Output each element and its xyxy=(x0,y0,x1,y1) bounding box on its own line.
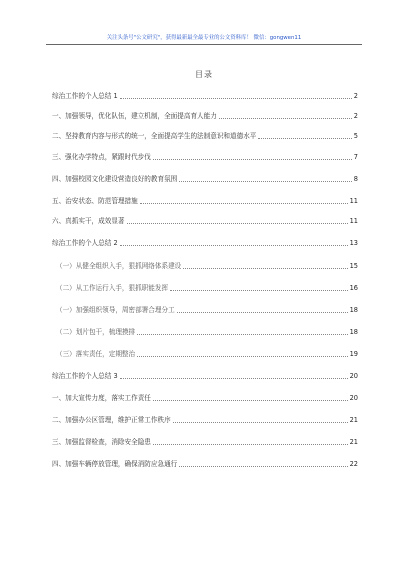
toc-entry-page-number: 5 xyxy=(353,132,358,140)
toc-leader-dots xyxy=(153,159,352,160)
toc-entry[interactable] xyxy=(52,112,358,121)
toc-entry-page-number: 22 xyxy=(349,460,358,468)
toc-entry-page-number: 18 xyxy=(349,306,358,314)
toc-entry-page-number: 2 xyxy=(353,112,358,120)
toc-entry-page-number: 13 xyxy=(349,239,358,247)
toc-entry[interactable] xyxy=(52,372,358,381)
toc-leader-dots xyxy=(137,356,347,357)
toc-entry-label: （二）划片包干，梳理摸排 xyxy=(52,328,136,337)
toc-entry-page-number: 20 xyxy=(349,394,358,402)
toc-entry-label: （一）从健全组织入手，狠抓网络体系建设 xyxy=(52,262,182,271)
toc-entry-label: （三）落实责任，定期整治 xyxy=(52,350,136,359)
toc-entry-page-number: 7 xyxy=(353,153,358,161)
toc-entry-label: 综治工作的个人总结 3 xyxy=(52,372,118,380)
toc-leader-dots xyxy=(170,290,348,291)
toc-leader-dots xyxy=(173,422,348,423)
toc-entry[interactable] xyxy=(52,239,358,248)
toc-entry-page-number: 15 xyxy=(349,262,358,270)
toc-entry-label: 一、加大宣传力度，落实工作责任 xyxy=(52,394,151,402)
toc-leader-dots xyxy=(258,138,351,139)
toc-entry-page-number: 21 xyxy=(349,416,358,424)
toc-leader-dots xyxy=(120,245,348,246)
toc-entry-label: 二、坚持教育内容与形式的统一，全面提高学生的法制意识和道德水平 xyxy=(52,132,257,140)
toc-entry[interactable] xyxy=(52,416,358,425)
toc-entry[interactable] xyxy=(52,350,358,359)
toc-entry-label: 综治工作的个人总结 1 xyxy=(52,92,118,100)
toc-entry[interactable] xyxy=(52,153,358,162)
toc-leader-dots xyxy=(120,98,352,99)
toc-entry[interactable] xyxy=(52,306,358,315)
toc-entry-label: 四、加强车辆停放管理，确保消防应急通行 xyxy=(52,460,178,468)
header-promo-note: 关注头条号"公文研究"，获得最新最全最专业的公文资料库！ 微信：gongwen11 xyxy=(106,35,302,41)
toc-leader-dots xyxy=(120,378,348,379)
toc-entry-page-number: 20 xyxy=(349,372,358,380)
toc-entry[interactable] xyxy=(52,92,358,101)
toc-entry-label: 五、治安状态、防范管理措施 xyxy=(52,197,138,205)
toc-entry-label: （二）从工作运行入手，狠抓职能发挥 xyxy=(52,284,169,293)
toc-leader-dots xyxy=(137,334,347,335)
toc-entry[interactable] xyxy=(52,197,358,206)
toc-leader-dots xyxy=(183,268,347,269)
toc-entry-page-number: 11 xyxy=(349,197,358,205)
toc-leader-dots xyxy=(153,444,348,445)
toc-leader-dots xyxy=(177,312,348,313)
toc-title: 目录 xyxy=(195,70,213,79)
toc-entry[interactable] xyxy=(52,175,358,184)
toc-entry[interactable] xyxy=(52,394,358,403)
toc-entry[interactable] xyxy=(52,217,358,226)
toc-entry[interactable] xyxy=(52,460,358,469)
toc-entry-page-number: 19 xyxy=(349,350,358,358)
toc-leader-dots xyxy=(179,181,352,182)
toc-leader-dots xyxy=(140,203,348,204)
toc-entry-label: 综治工作的个人总结 2 xyxy=(52,239,118,247)
toc-entry[interactable] xyxy=(52,438,358,447)
toc-entry[interactable] xyxy=(52,132,358,141)
toc-entry-page-number: 21 xyxy=(349,438,358,446)
toc-entry-page-number: 16 xyxy=(349,284,358,292)
toc-leader-dots xyxy=(127,223,348,224)
toc-entry-label: 三、加强监督检查，消除安全隐患 xyxy=(52,438,151,446)
toc-entry-label: 二、加强办公区管理，维护正常工作秩序 xyxy=(52,416,171,424)
toc-entry-label: （一）加强组织领导，周密部署合理分工 xyxy=(52,306,176,315)
toc-leader-dots xyxy=(179,466,347,467)
toc-entry-page-number: 2 xyxy=(353,92,358,100)
toc-entry-page-number: 8 xyxy=(353,175,358,183)
toc-leader-dots xyxy=(153,400,348,401)
toc-entry[interactable] xyxy=(52,328,358,337)
header-divider xyxy=(46,44,362,45)
toc-entry-page-number: 18 xyxy=(349,328,358,336)
toc-entry-label: 一、加强领导，优化队伍，建立机制，全面提高育人能力 xyxy=(52,112,217,120)
toc-entry-label: 四、加强校园文化建设营造良好的教育氛围 xyxy=(52,175,178,183)
toc-entry[interactable] xyxy=(52,284,358,293)
toc-entry[interactable] xyxy=(52,262,358,271)
toc-entry-label: 六、真抓实干，成效显著 xyxy=(52,217,125,225)
toc-entry-label: 三、强化办学特点，紧跟时代步伐 xyxy=(52,153,151,161)
toc-leader-dots xyxy=(219,118,352,119)
toc-entry-page-number: 11 xyxy=(349,217,358,225)
